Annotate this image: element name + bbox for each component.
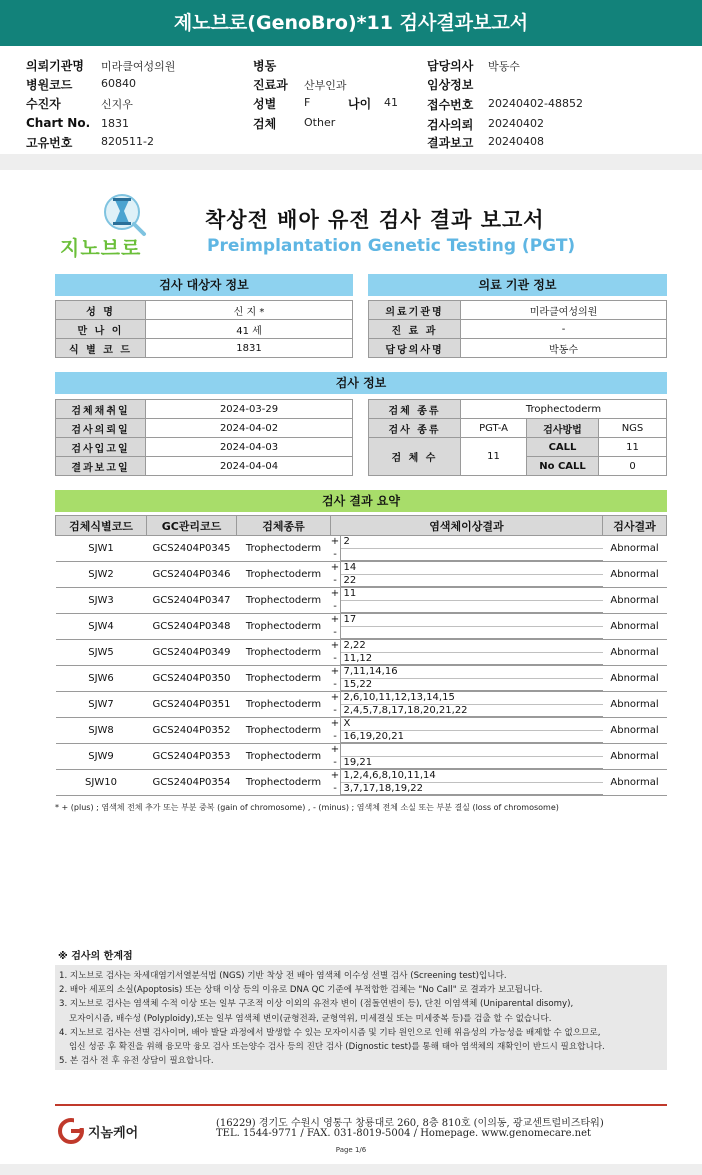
chromosome-result-cell <box>331 536 603 562</box>
specimen-type-cell: Trophectoderm <box>237 562 331 588</box>
field-value: 2024-04-03 <box>146 438 353 457</box>
field-value: 11 <box>461 438 527 476</box>
table-row <box>56 744 667 770</box>
minus-sign: - <box>331 783 341 796</box>
plus-sign: + <box>330 588 340 599</box>
table-row <box>56 320 353 339</box>
field-value: 2024-04-04 <box>146 457 353 476</box>
sample-id-cell: SJW5 <box>56 640 147 666</box>
result-status-cell: Abnormal <box>603 562 667 588</box>
field-label: 검사의뢰일 <box>56 419 146 438</box>
field-value: PGT-A <box>461 419 527 438</box>
specimen-type-cell: Trophectoderm <box>237 588 331 614</box>
minus-sign: - <box>331 731 341 744</box>
loss-line <box>331 627 603 640</box>
bottom-bar <box>0 1164 702 1175</box>
gain-chromosomes: 14 <box>341 562 603 575</box>
loss-line <box>331 601 603 614</box>
gain-line <box>331 536 603 549</box>
gain-line <box>331 614 603 627</box>
gain-chromosomes: 11 <box>341 588 603 601</box>
gain-line <box>331 718 603 731</box>
report-banner-title: 제노브로(GenoBro)*11 검사결과보고서 <box>0 0 702 46</box>
field-label: 검체 종류 <box>369 400 461 419</box>
subject-info-heading: 검사 대상자 정보 <box>55 274 353 296</box>
table-row <box>56 692 667 718</box>
gc-code-cell: GCS2404P0352 <box>147 718 237 744</box>
specimen-type-cell: Trophectoderm <box>237 744 331 770</box>
gc-code-cell: GCS2404P0351 <box>147 692 237 718</box>
gain-line <box>331 692 603 705</box>
sample-id-cell: SJW2 <box>56 562 147 588</box>
header-value: Other <box>304 116 336 129</box>
table-row <box>56 718 667 744</box>
header-value: 신지우 <box>101 98 133 111</box>
plus-sign: + <box>330 744 340 755</box>
header-label: 고유번호 <box>26 136 73 150</box>
table-row <box>369 438 667 457</box>
chromosome-result-cell <box>331 744 603 770</box>
table-row <box>369 400 667 419</box>
field-label: 검체채취일 <box>56 400 146 419</box>
field-value: - <box>461 320 667 339</box>
sample-id-cell: SJW7 <box>56 692 147 718</box>
plus-sign: + <box>330 770 340 781</box>
loss-chromosomes: 22 <box>341 575 603 588</box>
table-row <box>369 301 667 320</box>
table-row <box>56 536 667 562</box>
header-value: 박동수 <box>488 60 520 73</box>
table-row <box>56 588 667 614</box>
limitation-line: 3. 지노브로 검사는 염색체 수적 이상 또는 일부 구조적 이상 이외의 유전자 변이 (점돌연변이 등), 단친 이염색체 (Uniparental disomy), <box>59 999 574 1010</box>
loss-chromosomes: 2,4,5,7,8,17,18,20,21,22 <box>341 705 603 718</box>
gain-chromosomes: 7,11,14,16 <box>341 666 603 679</box>
gc-code-cell: GCS2404P0348 <box>147 614 237 640</box>
gain-line <box>331 562 603 575</box>
gain-chromosomes <box>341 744 603 757</box>
field-value: 0 <box>599 457 667 476</box>
header-label: 병원코드 <box>26 78 73 92</box>
field-label: 진 료 과 <box>369 320 461 339</box>
column-header: 염색체이상결과 <box>331 516 603 536</box>
specimen-type-cell: Trophectoderm <box>237 770 331 796</box>
plus-sign: + <box>330 536 340 547</box>
field-value: 2024-04-02 <box>146 419 353 438</box>
gc-code-cell: GCS2404P0349 <box>147 640 237 666</box>
table-row <box>56 419 353 438</box>
field-value: NGS <box>599 419 667 438</box>
minus-sign: - <box>331 705 341 718</box>
header-value: 20240402-48852 <box>488 97 583 110</box>
result-status-cell: Abnormal <box>603 770 667 796</box>
field-label: CALL <box>527 438 599 457</box>
specimen-type-cell: Trophectoderm <box>237 718 331 744</box>
gain-chromosomes: X <box>341 718 603 731</box>
chromosome-result-cell <box>331 640 603 666</box>
header-label: 결과보고 <box>427 136 474 150</box>
field-value: 11 <box>599 438 667 457</box>
minus-sign: - <box>331 627 341 640</box>
plus-sign: + <box>330 666 340 677</box>
limitation-line: 2. 배아 세포의 소실(Apoptosis) 또는 상태 이상 등의 이유로 DNA QC 기준에 부적합한 검체는 "No Call" 로 결과가 보고됩니다. <box>59 985 543 996</box>
header-value: 20240408 <box>488 135 544 148</box>
gain-chromosomes: 2,6,10,11,12,13,14,15 <box>341 692 603 705</box>
result-status-cell: Abnormal <box>603 640 667 666</box>
institution-info-table <box>368 300 667 358</box>
loss-line <box>331 653 603 666</box>
header-label: 병동 <box>253 59 277 73</box>
gain-line <box>331 666 603 679</box>
report-page <box>0 170 702 1164</box>
sample-id-cell: SJW1 <box>56 536 147 562</box>
exam-specimen-table <box>368 399 667 476</box>
header-value: 20240402 <box>488 117 544 130</box>
header-label: Chart No. <box>26 116 91 130</box>
logo-text: 지노브로 <box>60 236 142 260</box>
footer-divider <box>55 1104 667 1106</box>
header-value: 1831 <box>101 117 129 130</box>
field-label: 의료기관명 <box>369 301 461 320</box>
exam-dates-table <box>55 399 353 476</box>
result-status-cell: Abnormal <box>603 744 667 770</box>
header-value: 60840 <box>101 77 136 90</box>
sample-id-cell: SJW4 <box>56 614 147 640</box>
minus-sign: - <box>331 575 341 588</box>
specimen-type-cell: Trophectoderm <box>237 692 331 718</box>
chromosome-result-cell <box>331 614 603 640</box>
minus-sign: - <box>331 653 341 666</box>
gc-code-cell: GCS2404P0354 <box>147 770 237 796</box>
company-name: 지놈케어 <box>88 1126 139 1141</box>
limitations-title: ※ 검사의 한계점 <box>58 951 133 962</box>
plus-sign: + <box>330 614 340 625</box>
field-value: Trophectoderm <box>461 400 667 419</box>
patient-header <box>0 46 702 154</box>
gain-line <box>331 640 603 653</box>
chromosome-result-cell <box>331 770 603 796</box>
company-address: (16229) 경기도 수원시 영통구 창룡대로 260, 8층 810호 (이의동, 광교센트럴비즈타워) <box>216 1118 604 1129</box>
field-label: 검사방법 <box>527 419 599 438</box>
header-value: 820511-2 <box>101 135 154 148</box>
plus-sign: + <box>330 718 340 729</box>
table-row <box>56 666 667 692</box>
results-summary-heading: 검사 결과 요약 <box>55 490 667 512</box>
gain-chromosomes: 1,2,4,6,8,10,11,14 <box>341 770 603 783</box>
table-row <box>56 400 353 419</box>
report-subtitle: Preimplantation Genetic Testing (PGT) <box>207 236 576 256</box>
plus-sign: + <box>330 640 340 651</box>
table-row <box>56 457 353 476</box>
table-row <box>56 562 667 588</box>
limitations-box <box>55 965 667 1070</box>
page-number: Page 1/6 <box>335 1146 367 1154</box>
table-row <box>369 320 667 339</box>
field-value: 박동수 <box>461 339 667 358</box>
field-label: 검사입고일 <box>56 438 146 457</box>
loss-chromosomes: 16,19,20,21 <box>341 731 603 744</box>
result-status-cell: Abnormal <box>603 614 667 640</box>
minus-sign: - <box>331 679 341 692</box>
genomecare-logo <box>58 1116 148 1146</box>
table-row <box>56 614 667 640</box>
loss-line <box>331 783 603 796</box>
specimen-type-cell: Trophectoderm <box>237 614 331 640</box>
limitation-line: 5. 본 검사 전 후 유전 상담이 필요합니다. <box>59 1056 214 1067</box>
minus-sign: - <box>331 601 341 614</box>
result-status-cell: Abnormal <box>603 692 667 718</box>
gc-code-cell: GCS2404P0347 <box>147 588 237 614</box>
gain-chromosomes: 2 <box>341 536 603 549</box>
header-label: 접수번호 <box>427 98 474 112</box>
header-value: 41 <box>384 96 398 109</box>
limitation-line: 모자이시즘, 배수성 (Polyploidy),또는 일부 염색체 변이(균형전좌, 균형역위, 미세결실 또는 미세중복 등)를 검출 할 수 없습니다. <box>69 1013 552 1024</box>
loss-chromosomes: 15,22 <box>341 679 603 692</box>
header-label: 담당의사 <box>427 59 474 73</box>
gain-line <box>331 588 603 601</box>
result-status-cell: Abnormal <box>603 666 667 692</box>
exam-info-heading: 검사 정보 <box>55 372 667 394</box>
specimen-type-cell: Trophectoderm <box>237 640 331 666</box>
field-value: 신 지 * <box>146 301 353 320</box>
gain-chromosomes: 2,22 <box>341 640 603 653</box>
gain-line <box>331 744 603 757</box>
gc-code-cell: GCS2404P0353 <box>147 744 237 770</box>
separator-bar <box>0 154 702 170</box>
specimen-type-cell: Trophectoderm <box>237 666 331 692</box>
plus-sign: + <box>330 692 340 703</box>
field-label: No CALL <box>527 457 599 476</box>
specimen-type-cell: Trophectoderm <box>237 536 331 562</box>
field-label: 검사 종류 <box>369 419 461 438</box>
field-label: 결과보고일 <box>56 457 146 476</box>
header-label: 수진자 <box>26 97 61 111</box>
chromosome-result-cell <box>331 692 603 718</box>
field-label: 검 체 수 <box>369 438 461 476</box>
field-value: 미라클여성의원 <box>461 301 667 320</box>
gc-code-cell: GCS2404P0346 <box>147 562 237 588</box>
loss-line <box>331 679 603 692</box>
loss-chromosomes <box>341 601 603 614</box>
header-label: 임상정보 <box>427 78 474 92</box>
gain-chromosomes: 17 <box>341 614 603 627</box>
header-value: 미라클여성의원 <box>101 60 176 73</box>
table-row <box>56 438 353 457</box>
genobro-logo <box>58 192 168 260</box>
table-row <box>56 640 667 666</box>
field-label: 담당의사명 <box>369 339 461 358</box>
result-status-cell: Abnormal <box>603 588 667 614</box>
table-row <box>369 339 667 358</box>
header-value: F <box>304 96 311 109</box>
results-table <box>55 515 667 796</box>
loss-line <box>331 705 603 718</box>
loss-line <box>331 731 603 744</box>
field-label: 만 나 이 <box>56 320 146 339</box>
table-row <box>56 339 353 358</box>
loss-line <box>331 549 603 562</box>
gc-code-cell: GCS2404P0345 <box>147 536 237 562</box>
header-label: 검체 <box>253 117 277 131</box>
minus-sign: - <box>331 757 341 770</box>
table-row <box>56 770 667 796</box>
loss-chromosomes: 11,12 <box>341 653 603 666</box>
company-contact: TEL. 1544-9771 / FAX. 031-8019-5004 / Homepage. www.genomecare.net <box>216 1128 592 1139</box>
header-label: 진료과 <box>253 78 288 92</box>
report-title: 착상전 배아 유전 검사 결과 보고서 <box>205 208 545 232</box>
header-label: 나이 <box>348 97 372 111</box>
results-footnote: * + (plus) ; 염색체 전체 추가 또는 부분 중복 (gain of chromosome) , - (minus) ; 염색체 전체 소실 또는 부분 결실 (loss of chromosome) <box>55 803 559 812</box>
loss-line <box>331 757 603 770</box>
loss-chromosomes: 3,7,17,18,19,22 <box>341 783 603 796</box>
header-label: 의뢰기관명 <box>26 59 84 73</box>
sample-id-cell: SJW9 <box>56 744 147 770</box>
result-status-cell: Abnormal <box>603 718 667 744</box>
header-label: 성별 <box>253 97 277 111</box>
header-label: 검사의뢰 <box>427 118 474 132</box>
field-label: 성 명 <box>56 301 146 320</box>
limitation-line: 4. 지노브로 검사는 선별 검사이며, 배아 발달 과정에서 발생할 수 있는 모자이시즘 및 기타 원인으로 인해 위음성의 가능성을 배제할 수 없으므로, <box>59 1027 601 1038</box>
chromosome-result-cell <box>331 588 603 614</box>
chromosome-result-cell <box>331 718 603 744</box>
sample-id-cell: SJW6 <box>56 666 147 692</box>
field-value: 1831 <box>146 339 353 358</box>
loss-chromosomes <box>341 627 603 640</box>
result-status-cell: Abnormal <box>603 536 667 562</box>
gc-code-cell: GCS2404P0350 <box>147 666 237 692</box>
field-label: 식 별 코 드 <box>56 339 146 358</box>
loss-chromosomes <box>341 549 603 562</box>
loss-chromosomes: 19,21 <box>341 757 603 770</box>
genomecare-g-icon <box>58 1118 84 1144</box>
minus-sign: - <box>331 549 341 562</box>
column-header: 검체종류 <box>237 516 331 536</box>
field-value: 41 세 <box>146 320 353 339</box>
column-header: 검사결과 <box>603 516 667 536</box>
sample-id-cell: SJW8 <box>56 718 147 744</box>
table-row <box>369 419 667 438</box>
column-header: 검체식별코드 <box>56 516 147 536</box>
sample-id-cell: SJW3 <box>56 588 147 614</box>
table-header-row <box>56 516 667 536</box>
chromosome-result-cell <box>331 666 603 692</box>
loss-line <box>331 575 603 588</box>
institution-info-heading: 의료 기관 정보 <box>368 274 667 296</box>
gain-line <box>331 770 603 783</box>
plus-sign: + <box>330 562 340 573</box>
header-value: 산부인과 <box>304 79 347 92</box>
sample-id-cell: SJW10 <box>56 770 147 796</box>
chromosome-result-cell <box>331 562 603 588</box>
field-value: 2024-03-29 <box>146 400 353 419</box>
limitation-line: 1. 지노브로 검사는 차세대염기서열분석법 (NGS) 기반 착상 전 배아 염색체 이수성 선별 검사 (Screening test)입니다. <box>59 971 507 981</box>
column-header: GC관리코드 <box>147 516 237 536</box>
limitation-line: 임신 성공 후 확진을 위해 융모막 융모 검사 또는양수 검사 등의 진단 검사 (Dignostic test)를 통해 태아 염색체의 재확인이 반드시 필요합니다. <box>69 1042 605 1053</box>
table-row <box>56 301 353 320</box>
subject-info-table <box>55 300 353 358</box>
